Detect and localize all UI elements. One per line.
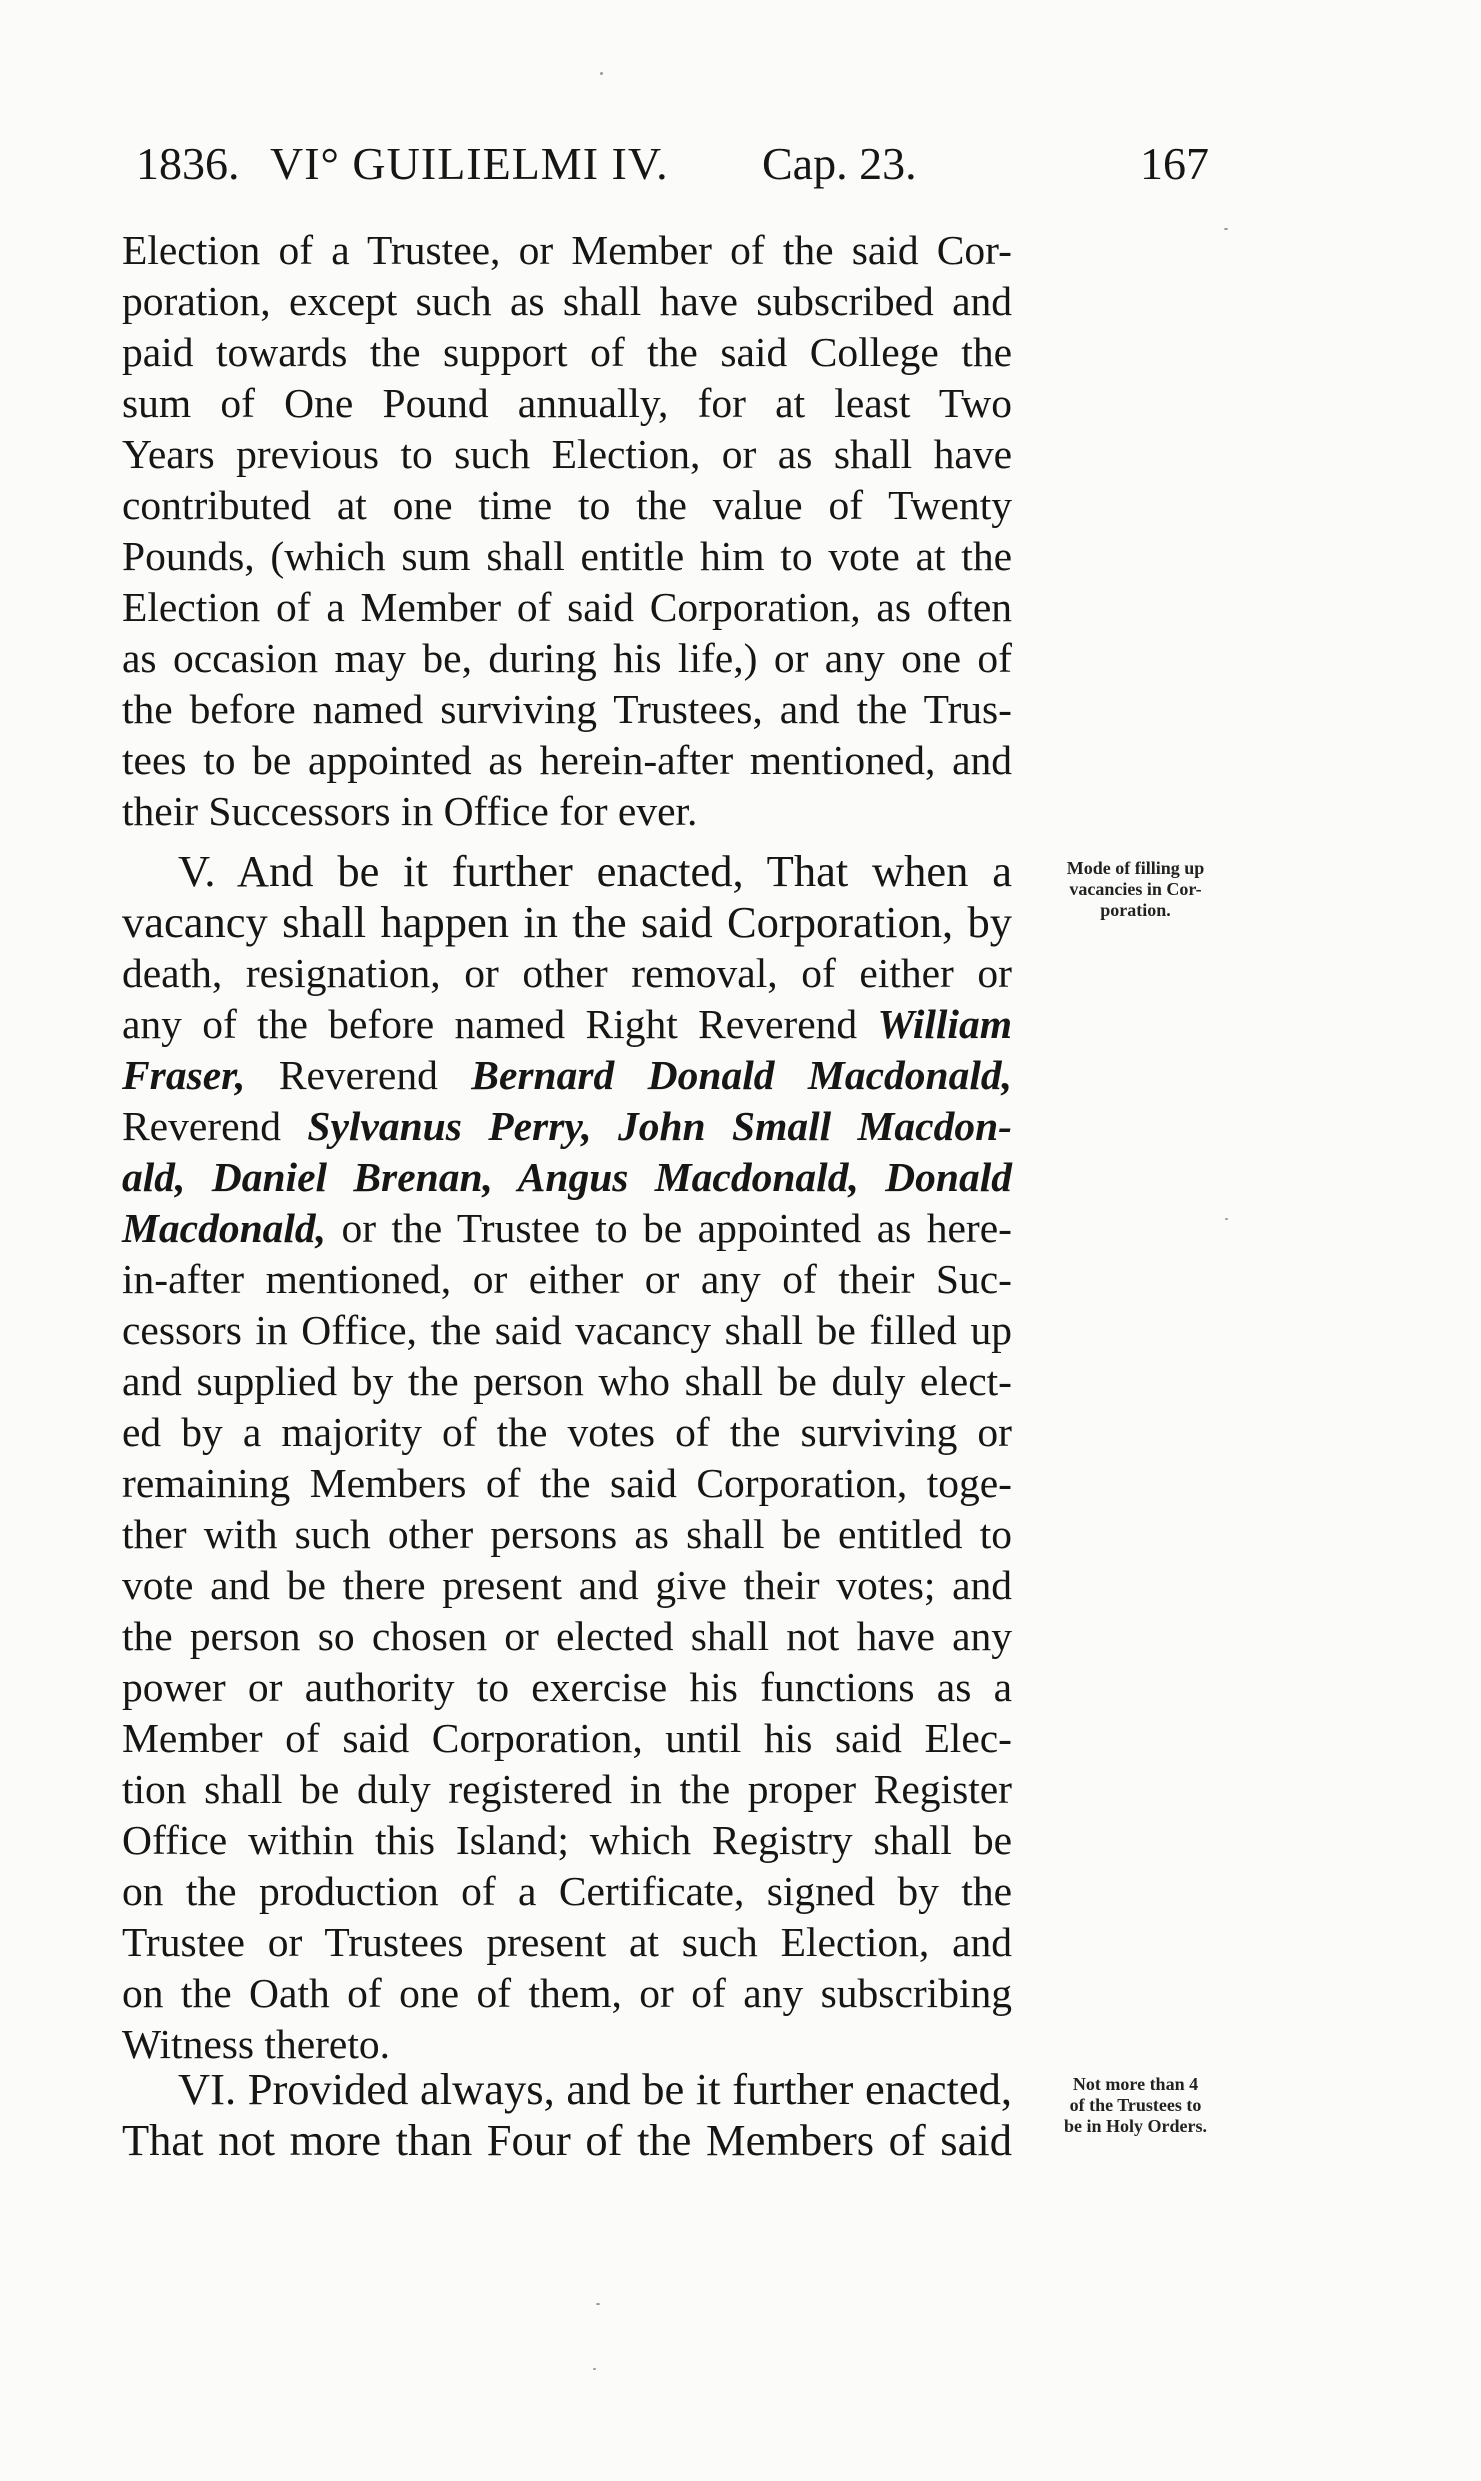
text-line: remaining Members of the said Corporation, toge- [122, 1460, 1012, 1506]
header-year: 1836. [136, 138, 240, 189]
text-line: poration, except such as shall have subscribed and [122, 278, 1012, 324]
paragraph-iv-continuation [122, 225, 1012, 837]
text-line: Pounds, (which sum shall entitle him to vote at the [122, 533, 1012, 579]
text-line: cessors in Office, the said vacancy shall be filled up [122, 1307, 1012, 1353]
margin-note-holy-orders [1033, 2074, 1238, 2137]
text-line: vacancy shall happen in the said Corporation, by [122, 897, 1012, 947]
margin-note-line: vacancies in Cor- [1069, 879, 1202, 899]
text-line: and supplied by the person who shall be duly elect- [122, 1358, 1012, 1404]
text-line: contributed at one time to the value of Twenty [122, 482, 1012, 528]
text-line: ther with such other persons as shall be entitled to [122, 1511, 1012, 1557]
header-chapter: Cap. 23. [762, 138, 917, 189]
text-line: as occasion may be, during his life,) or any one of [122, 635, 1012, 681]
text-line: power or authority to exercise his functions as a [122, 1664, 1012, 1710]
text-line: their Successors in Office for ever. [122, 788, 698, 834]
text-line: on the production of a Certificate, signed by the [122, 1868, 1012, 1914]
text-line: tees to be appointed as herein-after mentioned, and [122, 737, 1012, 783]
paper-speck [596, 2303, 600, 2305]
text-line: tion shall be duly registered in the proper Register [122, 1766, 1012, 1812]
text-line: ald, Daniel Brenan, Angus Macdonald, Donald [122, 1154, 1012, 1200]
text-line: Member of said Corporation, until his said Elec- [122, 1715, 1012, 1761]
header-title: VI° GUILIELMI IV. [270, 138, 669, 189]
text-line: Reverend Sylvanus Perry, John Small Macdon- [122, 1103, 1013, 1149]
paper-speck [1224, 228, 1228, 230]
text-line: Election of a Member of said Corporation, as often [122, 584, 1012, 630]
margin-note-line: of the Trustees to [1069, 2095, 1202, 2115]
section-v [122, 846, 1012, 2070]
text-line: Fraser, Reverend Bernard Donald Macdonald, [122, 1052, 1012, 1098]
text-line: Years previous to such Election, or as shall have [122, 431, 1012, 477]
text-line: in-after mentioned, or either or any of their Suc- [122, 1256, 1012, 1302]
text-line: any of the before named Right Reverend William [122, 1001, 1012, 1047]
text-line: the before named surviving Trustees, and the Trus- [122, 686, 1012, 732]
margin-note-line: poration. [1100, 900, 1171, 920]
paper-speck [593, 2368, 596, 2370]
text-line: the person so chosen or elected shall not have any [122, 1613, 1012, 1659]
margin-note-line: be in Holy Orders. [1064, 2116, 1207, 2136]
text-line: Office within this Island; which Registry shall be [122, 1817, 1012, 1863]
text-line: ed by a majority of the votes of the surviving or [122, 1409, 1012, 1455]
paper-speck [600, 72, 603, 75]
text-line: Election of a Trustee, or Member of the said Cor- [122, 227, 1012, 273]
text-line: Macdonald, or the Trustee to be appointed as here- [122, 1205, 1012, 1251]
paper-speck [1225, 1218, 1228, 1220]
text-line: vote and be there present and give their votes; and [122, 1562, 1012, 1608]
running-header [136, 132, 1216, 196]
margin-note-line: Mode of filling up [1066, 858, 1205, 878]
text-line: on the Oath of one of them, or of any subscribing [122, 1970, 1012, 2016]
text-line: paid towards the support of the said College the [122, 329, 1012, 375]
section-v-heading-line: V. And be it further enacted, That when a [178, 846, 1012, 896]
margin-note-vacancies [1033, 858, 1238, 921]
text-line: Trustee or Trustees present at such Election, and [122, 1919, 1012, 1965]
section-vi [122, 2064, 1012, 2166]
text-line: That not more than Four of the Members of said [122, 2115, 1012, 2165]
text-line: sum of One Pound annually, for at least Two [122, 380, 1012, 426]
text-line: death, resignation, or other removal, of either or [122, 950, 1012, 996]
page-number: 167 [1140, 138, 1209, 189]
text-line: Witness thereto. [122, 2021, 391, 2067]
margin-note-line: Not more than 4 [1072, 2074, 1199, 2094]
section-vi-heading-line: VI. Provided always, and be it further enacted, [178, 2064, 1012, 2114]
